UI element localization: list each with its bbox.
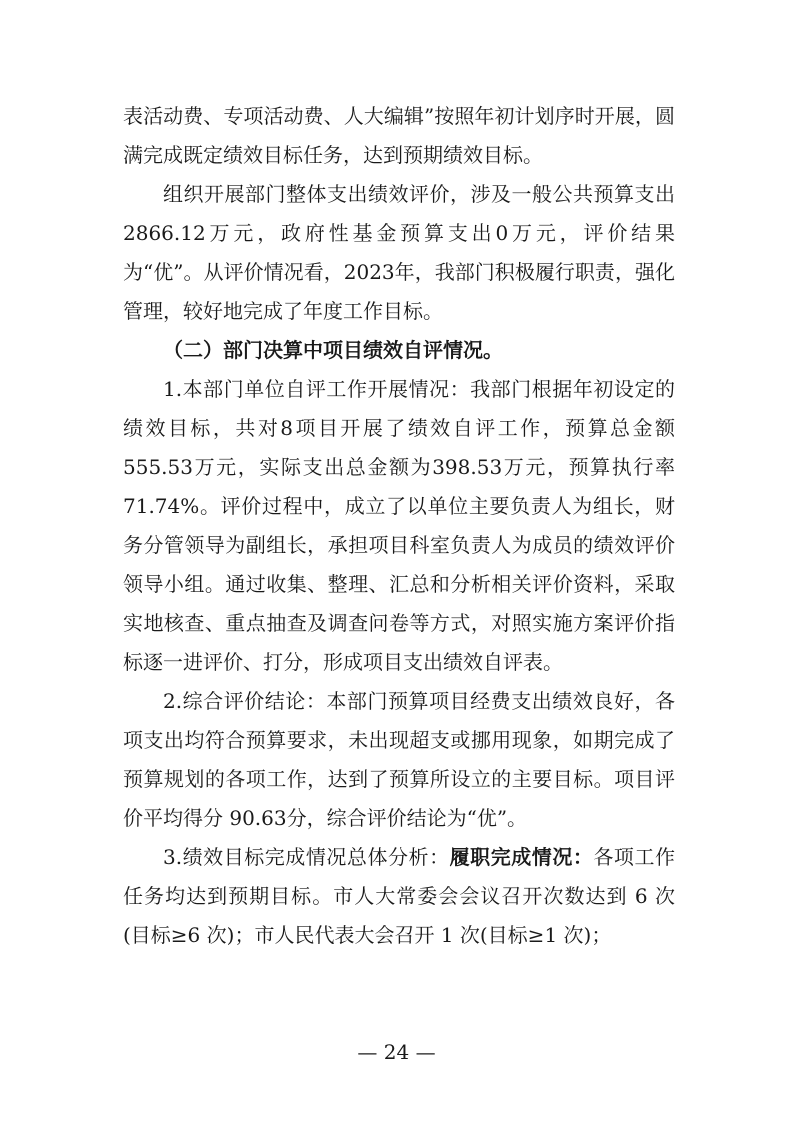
paragraph-overall-evaluation: 组织开展部门整体支出绩效评价，涉及一般公共预算支出2866.12万元，政府性基金预算支出0万元，评价结果为“优”。从评价情况看，2023年，我部门积极履行职责，强化管理，较好地完成了年度工作目标。 (123, 182, 675, 323)
body-text (123, 97, 675, 955)
paragraph-self-evaluation: 1.本部门单位自评工作开展情况：我部门根据年初设定的绩效目标，共对8项目开展了绩效自评工作，预算总金额555.53万元，实际支出总金额为398.53万元，预算执行率71.74%。评价过程中，成立了以单位主要负责人为组长，财务分管领导为副组长，承担项目科室负责人为成员的绩效评价领导小组。通过收集、整理、汇总和分析相关评价资料，采取实地核查、重点抽查及调查问卷等方式，对照实施方案评价指标逐一进评价、打分，形成项目支出绩效自评表。 (123, 377, 675, 674)
section-heading: （二）部门决算中项目绩效自评情况。 (163, 338, 503, 362)
paragraph-conclusion: 2.综合评价结论：本部门预算项目经费支出绩效良好，各项支出均符合预算要求，未出现超支或挪用现象，如期完成了预算规划的各项工作，达到了预算所设立的主要目标。项目评价平均得分 90.63分，综合评价结论为“优”。 (123, 689, 675, 830)
paragraph-continuation: 表活动费、专项活动费、人大编辑”按照年初计划序时开展，圆满完成既定绩效目标任务，达到预期绩效目标。 (123, 104, 675, 167)
paragraph-goal-analysis (123, 838, 675, 955)
goal-analysis-lead: 3.绩效目标完成情况总体分析： (163, 845, 450, 869)
goal-analysis-rest: 各项工作任务均达到预期目标。市人大常委会会议召开次数达到 6 次(目标≥6 次)；市人民代表大会召开 1 次(目标≥1 次)； (123, 845, 676, 947)
goal-analysis-bold-label: 履职完成情况： (449, 845, 594, 869)
page-number: — 24 — (357, 1040, 436, 1064)
